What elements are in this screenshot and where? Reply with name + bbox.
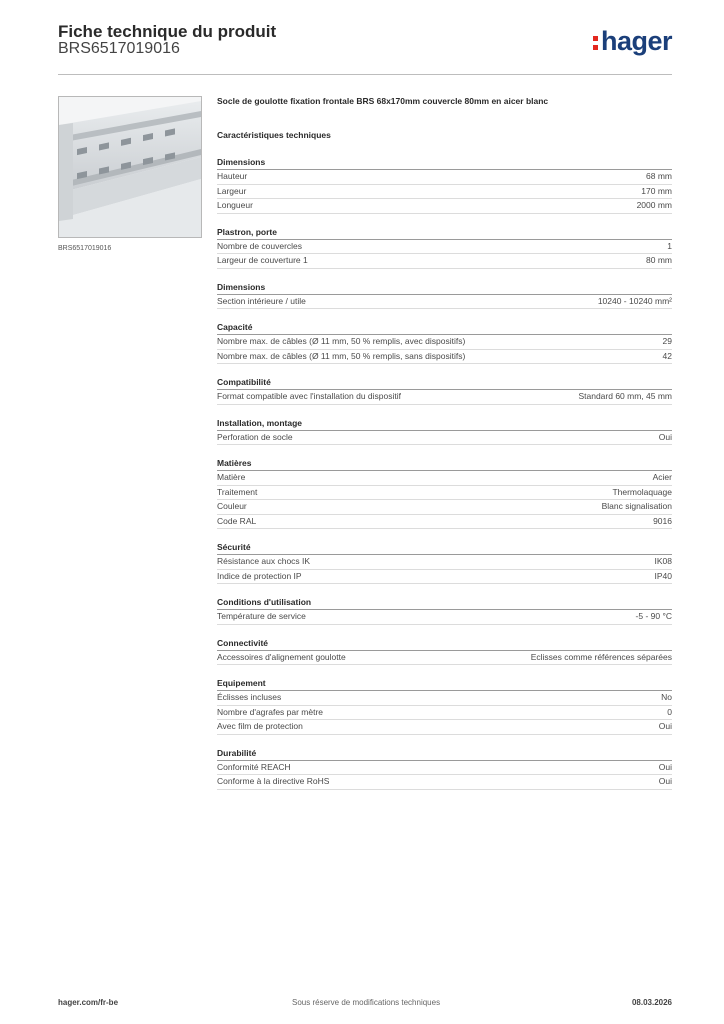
spec-row bbox=[217, 350, 672, 365]
section-title: Equipement bbox=[217, 676, 672, 691]
spec-row bbox=[217, 515, 672, 530]
product-image bbox=[58, 96, 202, 238]
spec-label: Conforme à la directive RoHS bbox=[217, 776, 330, 786]
spec-row bbox=[217, 706, 672, 721]
spec-label: Nombre max. de câbles (Ø 11 mm, 50 % remplis, sans dispositifs) bbox=[217, 350, 466, 361]
spec-label: Section intérieure / utile bbox=[217, 295, 306, 306]
spec-section bbox=[217, 540, 672, 584]
spec-value: 80 mm bbox=[646, 255, 672, 265]
spec-section bbox=[217, 595, 672, 625]
section-title: Conditions d'utilisation bbox=[217, 595, 672, 610]
spec-value: Thermolaquage bbox=[612, 486, 672, 497]
spec-value: Oui bbox=[658, 721, 672, 731]
spec-value: 9016 bbox=[653, 515, 672, 526]
section-title: Durabilité bbox=[217, 746, 672, 761]
section-title: Installation, montage bbox=[217, 416, 672, 431]
spec-value: Oui bbox=[658, 761, 672, 772]
spec-row bbox=[217, 295, 672, 310]
spec-row bbox=[217, 240, 672, 255]
spec-row bbox=[217, 651, 672, 666]
spec-label: Éclisses incluses bbox=[217, 692, 282, 702]
spec-section bbox=[217, 375, 672, 405]
section-title: Capacité bbox=[217, 320, 672, 335]
section-title: Dimensions bbox=[217, 280, 672, 295]
spec-value: Standard 60 mm, 45 mm bbox=[578, 391, 672, 401]
spec-row bbox=[217, 775, 672, 790]
spec-row bbox=[217, 720, 672, 735]
spec-sections bbox=[217, 155, 672, 790]
spec-row bbox=[217, 761, 672, 776]
logo-text: hager bbox=[600, 26, 672, 56]
spec-value: Eclisses comme références séparées bbox=[530, 651, 672, 662]
section-title: Connectivité bbox=[217, 636, 672, 651]
spec-label: Largeur bbox=[217, 185, 247, 196]
spec-value: 170 mm bbox=[641, 185, 672, 196]
spec-section bbox=[217, 225, 672, 269]
tech-heading: Caractéristiques techniques bbox=[217, 130, 331, 140]
spec-value: 68 mm bbox=[646, 171, 672, 181]
spec-label: Format compatible avec l'installation du dispositif bbox=[217, 391, 401, 401]
footer-website: hager.com/fr-be bbox=[58, 998, 119, 1007]
spec-section bbox=[217, 155, 672, 214]
spec-section bbox=[217, 416, 672, 446]
spec-value: 10240 - 10240 mm² bbox=[597, 295, 672, 306]
product-code: BRS6517019016 bbox=[58, 40, 180, 57]
spec-row bbox=[217, 555, 672, 570]
spec-row bbox=[217, 170, 672, 185]
image-caption: BRS6517019016 bbox=[58, 245, 112, 252]
spec-label: Résistance aux chocs IK bbox=[217, 556, 311, 566]
spec-value: 2000 mm bbox=[636, 200, 672, 210]
spec-value: IP40 bbox=[654, 570, 672, 581]
spec-label: Nombre d'agrafes par mètre bbox=[217, 706, 324, 717]
spec-value: 42 bbox=[662, 350, 672, 361]
spec-label: Couleur bbox=[217, 501, 247, 511]
spec-row bbox=[217, 570, 672, 585]
spec-row bbox=[217, 500, 672, 515]
spec-content bbox=[217, 96, 672, 801]
section-title: Dimensions bbox=[217, 155, 672, 170]
section-title: Matières bbox=[217, 456, 672, 471]
spec-label: Largeur de couverture 1 bbox=[217, 255, 308, 265]
spec-label: Longueur bbox=[217, 200, 253, 210]
spec-row bbox=[217, 199, 672, 214]
spec-row bbox=[217, 431, 672, 446]
spec-value: Acier bbox=[652, 472, 672, 482]
spec-value: Blanc signalisation bbox=[601, 501, 672, 511]
page-title: Fiche technique du produit bbox=[58, 22, 277, 41]
section-title: Plastron, porte bbox=[217, 225, 672, 240]
spec-label: Conformité REACH bbox=[217, 761, 291, 772]
spec-section bbox=[217, 320, 672, 364]
spec-value: -5 - 90 °C bbox=[635, 611, 672, 621]
spec-row bbox=[217, 691, 672, 706]
spec-label: Perforation de socle bbox=[217, 431, 293, 442]
spec-label: Matière bbox=[217, 472, 246, 482]
spec-value: Oui bbox=[658, 431, 672, 442]
spec-label: Avec film de protection bbox=[217, 721, 303, 731]
section-title: Compatibilité bbox=[217, 375, 672, 390]
spec-value: 1 bbox=[667, 240, 672, 251]
spec-row bbox=[217, 335, 672, 350]
spec-row bbox=[217, 471, 672, 486]
footer-date: 08.03.2026 bbox=[631, 998, 672, 1007]
spec-label: Code RAL bbox=[217, 515, 257, 526]
hager-logo bbox=[593, 26, 672, 56]
product-description: Socle de goulotte fixation frontale BRS 68x170mm couvercle 80mm en aicer blanc bbox=[217, 96, 549, 106]
spec-row bbox=[217, 610, 672, 625]
header-divider bbox=[58, 74, 672, 75]
section-title: Sécurité bbox=[217, 540, 672, 555]
spec-row bbox=[217, 185, 672, 200]
spec-section bbox=[217, 280, 672, 310]
footer-disclaimer: Sous réserve de modifications techniques bbox=[292, 998, 441, 1007]
spec-value: IK08 bbox=[654, 556, 672, 566]
spec-label: Hauteur bbox=[217, 171, 248, 181]
spec-value: Oui bbox=[658, 776, 672, 786]
spec-label: Accessoires d'alignement goulotte bbox=[217, 651, 346, 662]
spec-section bbox=[217, 676, 672, 735]
spec-row bbox=[217, 390, 672, 405]
spec-label: Traitement bbox=[217, 486, 258, 497]
spec-label: Indice de protection IP bbox=[217, 570, 302, 581]
spec-row bbox=[217, 486, 672, 501]
spec-label: Température de service bbox=[217, 611, 306, 621]
spec-section bbox=[217, 456, 672, 529]
logo-dots-icon bbox=[593, 34, 599, 54]
spec-value: 0 bbox=[667, 706, 672, 717]
cable-trunking-icon bbox=[59, 97, 201, 237]
spec-section bbox=[217, 636, 672, 666]
spec-value: 29 bbox=[662, 336, 672, 346]
spec-section bbox=[217, 746, 672, 790]
spec-label: Nombre max. de câbles (Ø 11 mm, 50 % remplis, avec dispositifs) bbox=[217, 336, 466, 346]
spec-row bbox=[217, 254, 672, 269]
spec-label: Nombre de couvercles bbox=[217, 240, 303, 251]
spec-value: No bbox=[661, 692, 672, 702]
